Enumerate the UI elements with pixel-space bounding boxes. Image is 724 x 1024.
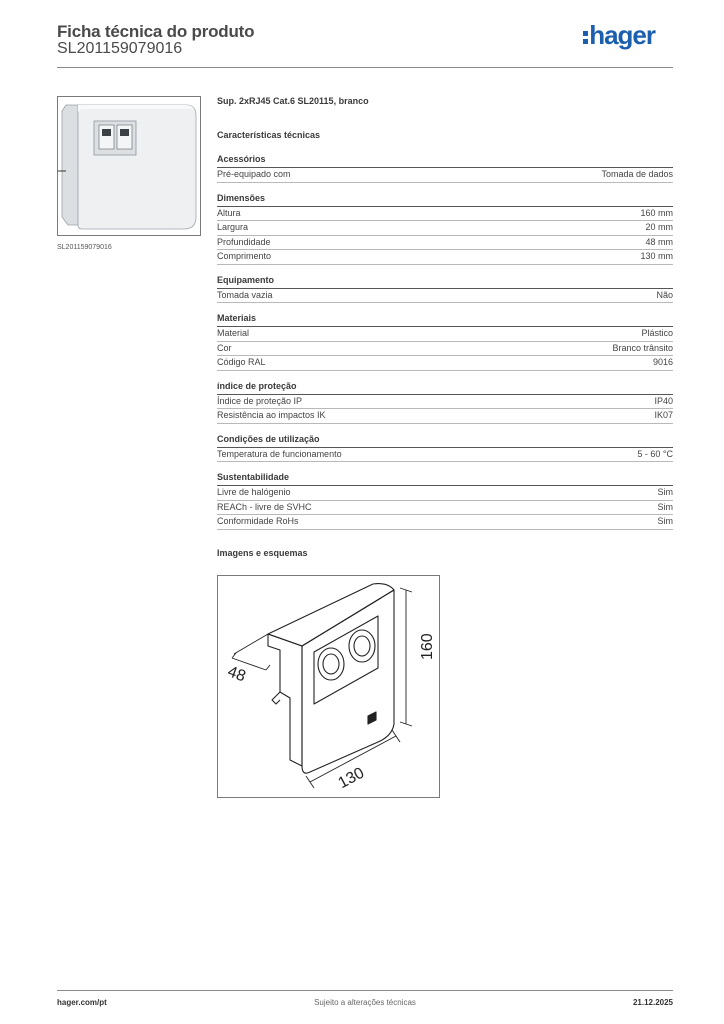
hager-logo[interactable] xyxy=(583,20,655,50)
spec-value: 160 mm xyxy=(640,207,673,218)
logo-dots-icon xyxy=(583,29,588,45)
spec-label: Resistência ao impactos IK xyxy=(217,410,326,420)
spec-label: Índice de proteção IP xyxy=(217,395,303,406)
product-code: SL201159079016 xyxy=(57,40,183,57)
spec-group-materials xyxy=(217,313,673,371)
photo-caption: SL201159079016 xyxy=(57,244,112,251)
spec-row xyxy=(217,515,673,530)
height-dimension: 160 xyxy=(419,633,436,660)
group-title: Condições de utilização xyxy=(217,434,673,448)
footer-notice: Sujeito a alterações técnicas xyxy=(314,998,416,1007)
spec-row xyxy=(217,395,673,410)
footer-divider xyxy=(57,990,673,991)
spec-row xyxy=(217,250,673,265)
spec-row xyxy=(217,356,673,371)
spec-value: Não xyxy=(656,289,673,300)
spec-row xyxy=(217,486,673,501)
header-divider xyxy=(57,67,673,68)
group-title: índice de proteção xyxy=(217,381,673,395)
spec-group-dimensions xyxy=(217,193,673,265)
spec-row xyxy=(217,236,673,251)
spec-row xyxy=(217,289,673,304)
spec-label: Tomada vazia xyxy=(217,289,273,300)
spec-row xyxy=(217,342,673,357)
spec-label: Comprimento xyxy=(217,251,272,261)
spec-group-protection xyxy=(217,381,673,424)
spec-label: Profundidade xyxy=(217,236,271,247)
spec-row xyxy=(217,168,673,183)
spec-row xyxy=(217,409,673,424)
group-title: Sustentabilidade xyxy=(217,472,673,486)
spec-label: REACh - livre de SVHC xyxy=(217,501,312,512)
spec-label: Largura xyxy=(217,222,249,232)
spec-value: 9016 xyxy=(652,357,673,367)
spec-content xyxy=(217,96,673,562)
spec-value: IK07 xyxy=(654,410,673,420)
document-title: Ficha técnica do produto xyxy=(57,22,255,41)
spec-group-equipment xyxy=(217,275,673,304)
spec-value: Sim xyxy=(657,501,673,512)
spec-value: 20 mm xyxy=(645,222,673,232)
spec-label: Temperatura de funcionamento xyxy=(217,448,342,459)
section-title: Características técnicas xyxy=(217,130,321,140)
logo-text: hager xyxy=(589,20,655,50)
spec-row xyxy=(217,221,673,236)
spec-value: IP40 xyxy=(654,395,673,406)
spec-row xyxy=(217,327,673,342)
product-name: Sup. 2xRJ45 Cat.6 SL20115, branco xyxy=(217,96,369,106)
product-photo xyxy=(57,96,201,236)
spec-value: 48 mm xyxy=(645,236,673,247)
depth-dimension: 48 xyxy=(225,663,248,686)
page-header xyxy=(57,20,673,70)
group-title: Acessórios xyxy=(217,154,673,168)
group-title: Dimensões xyxy=(217,193,673,207)
spec-label: Cor xyxy=(217,342,232,353)
dimension-drawing-svg xyxy=(218,576,439,797)
spec-label: Altura xyxy=(217,207,241,218)
website-link[interactable]: hager.com/pt xyxy=(57,998,107,1007)
spec-group-sustainability xyxy=(217,472,673,530)
spec-group-conditions xyxy=(217,434,673,463)
spec-value: Sim xyxy=(657,487,673,497)
spec-label: Pré-equipado com xyxy=(217,169,291,179)
spec-value: 5 - 60 °C xyxy=(637,448,673,459)
spec-value: Plástico xyxy=(641,328,673,338)
group-title: Materiais xyxy=(217,313,673,327)
spec-label: Conformidade RoHs xyxy=(217,516,299,526)
dimension-drawing xyxy=(217,575,440,798)
spec-value: 130 mm xyxy=(640,251,673,261)
group-title: Equipamento xyxy=(217,275,673,289)
spec-label: Livre de halógenio xyxy=(217,487,291,497)
length-dimension: 130 xyxy=(335,764,368,793)
spec-row xyxy=(217,448,673,463)
images-section-title: Imagens e esquemas xyxy=(217,547,308,558)
spec-label: Material xyxy=(217,328,250,338)
spec-row xyxy=(217,501,673,516)
spec-value: Tomada de dados xyxy=(601,169,673,179)
spec-value: Sim xyxy=(657,516,673,526)
spec-group-accessories xyxy=(217,154,673,183)
spec-row xyxy=(217,207,673,222)
product-photo-image xyxy=(58,97,200,235)
spec-label: Código RAL xyxy=(217,357,266,367)
spec-value: Branco trânsito xyxy=(612,342,673,353)
footer-date: 21.12.2025 xyxy=(632,998,673,1007)
